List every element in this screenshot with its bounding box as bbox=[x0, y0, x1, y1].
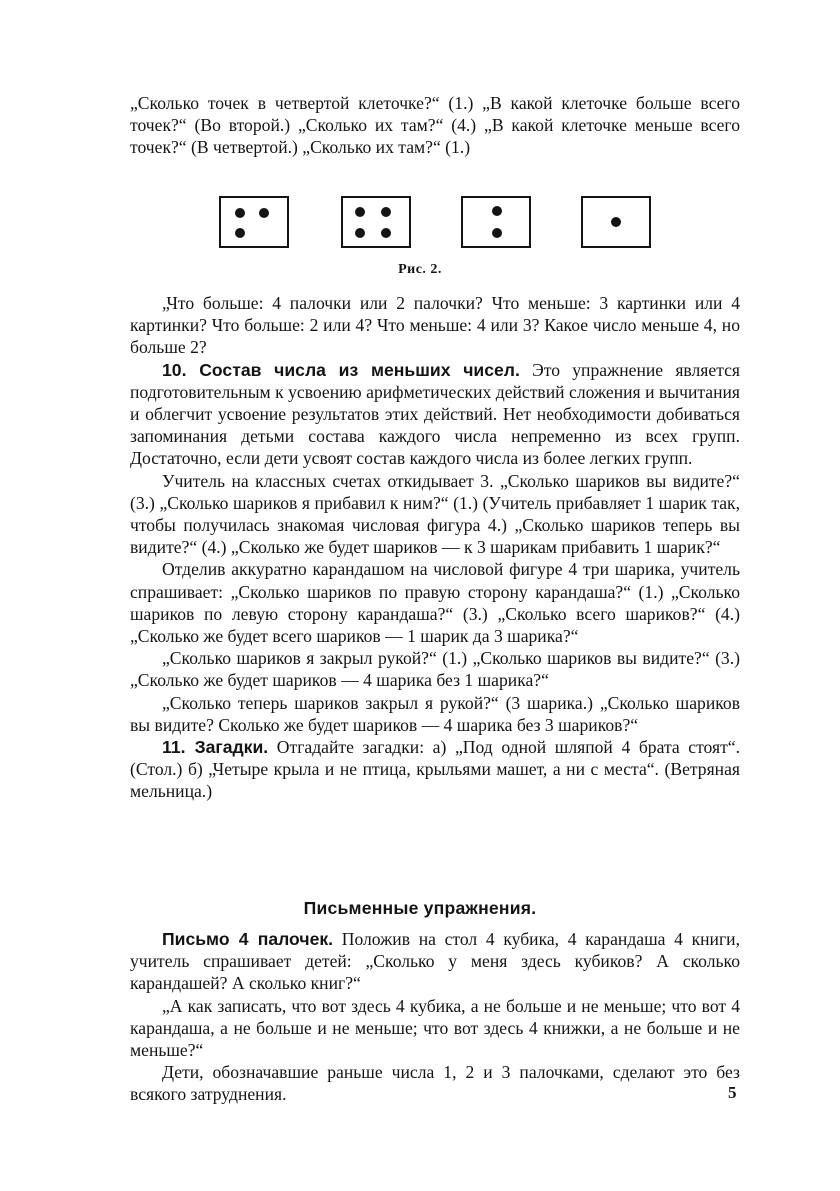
written-exercises-body bbox=[130, 928, 740, 1106]
dot bbox=[492, 228, 502, 238]
exercise-heading-writing: Письмо 4 палочек. bbox=[162, 929, 334, 949]
section-heading-written: Письменные упражнения. bbox=[303, 898, 537, 918]
dot bbox=[611, 217, 621, 227]
dot-box-one bbox=[581, 196, 651, 248]
dot bbox=[355, 228, 365, 238]
dot bbox=[235, 228, 245, 238]
dot bbox=[235, 208, 245, 218]
exercise-text-riddles: Отгадайте загадки: а) „Под одной шляпой 4 брата стоят“. (Стол.) б) „Четыре крыла и не птица, крыльями машет, а ни с места“. (Ветряная мельница.) bbox=[130, 737, 740, 802]
paragraph-number-composition bbox=[130, 359, 740, 470]
dot bbox=[381, 207, 391, 217]
paragraph-writing-four bbox=[130, 928, 740, 995]
dot bbox=[492, 206, 502, 216]
paragraph-covered-three: „Сколько теперь шариков закрыл я рукой?“ (3 шарика.) „Сколько шариков вы видите? Сколько же будет шариков — 4 шарика без 3 шариков?“ bbox=[130, 692, 740, 735]
dot bbox=[355, 207, 365, 217]
exercise-text-writing: Положив на стол 4 кубика, 4 карандаша 4 книги, учитель спрашивает детей: „Сколько у меня здесь кубиков? А сколько карандашей? А сколько книг?“ bbox=[130, 929, 740, 994]
dot-box-four bbox=[341, 196, 411, 248]
intro-paragraph bbox=[130, 92, 740, 159]
exercise-heading-riddles: 11. Загадки. bbox=[162, 737, 269, 758]
paragraph-pencil-splitting: Отделив аккуратно карандашом на числовой фигуре 4 три шарика, учитель спрашивает: „Сколько шариков по правую сторону карандаша?“ (1.) „Сколько шариков по левую сторону карандаша?“ (3.) „Сколько всего шариков?“ (4.) „Сколько же будет всего шариков — 1 шарик да 3 шарика?“ bbox=[130, 559, 740, 647]
exercise-text-composition: Это упражнение является подготовительным к усвоению арифметических действий сложения и вычитания и облегчит усвоение результатов этих действий. Нет необходимости добиваться запоминания детьми состава каждого числа непременно из всех групп. Достаточно, если дети усвоят состав каждого числа из более легких групп. bbox=[130, 359, 740, 469]
dot-box-two bbox=[461, 196, 531, 248]
page-number: 5 bbox=[728, 1083, 737, 1102]
dot bbox=[381, 228, 391, 238]
dot-figure bbox=[219, 196, 649, 250]
dot bbox=[259, 208, 269, 218]
paragraph-comparison: „Что больше: 4 палочки или 2 палочки? Что меньше: 3 картинки или 4 картинки? Что больше: 2 или 4? Что меньше: 4 или 3? Какое число меньше 4, но больше 2? bbox=[130, 293, 740, 358]
dot-box-three bbox=[219, 196, 289, 248]
lesson-body bbox=[130, 292, 740, 803]
intro-text: „Сколько точек в четвертой клеточке?“ (1.) „В какой клеточке больше всего точек?“ (Во второй.) „Сколько их там?“ (4.) „В какой клеточке меньше всего точек?“ (В четвертой.) „Сколько их там?“ (1.) bbox=[130, 93, 740, 158]
paragraph-children-sticks: Дети, обозначавшие раньше числа 1, 2 и 3 палочками, сделают это без всякого затруднения. bbox=[130, 1062, 740, 1105]
figure-caption: Рис. 2. bbox=[398, 262, 442, 277]
paragraph-how-to-write: „А как записать, что вот здесь 4 кубика, а не больше и не меньше; что вот 4 карандаша, а не больше и не меньше; что вот здесь 4 книжки, а не больше и не меньше?“ bbox=[130, 995, 740, 1061]
paragraph-covered-one: „Сколько шариков я закрыл рукой?“ (1.) „Сколько шариков вы видите?“ (3.) „Сколько же будет шариков — 4 шарика без 1 шарика?“ bbox=[130, 648, 740, 691]
paragraph-riddles bbox=[130, 736, 740, 803]
exercise-heading-composition: 10. Состав числа из меньших чисел. bbox=[162, 359, 520, 380]
paragraph-abacus-adding: Учитель на классных счетах откидывает 3. „Сколько шариков вы видите?“ (3.) „Сколько шариков я прибавил к ним?“ (1.) (Учитель прибавляет 1 шарик так, чтобы получилась знакомая числовая фигура 4.) „Сколько шариков теперь вы видите?“ (4.) „Сколько же будет шариков — к 3 шарикам прибавить 1 шарик?“ bbox=[130, 470, 740, 558]
